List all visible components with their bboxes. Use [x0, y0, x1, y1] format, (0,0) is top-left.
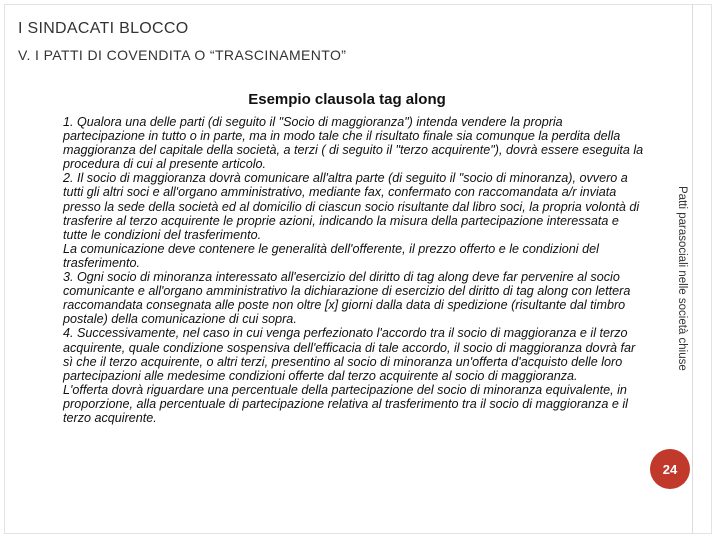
clause-text: [63, 115, 645, 425]
paragraph-4: 3. Ogni socio di minoranza interessato all'esercizio del diritto di tag along deve far pervenire al socio comunicante e all'organo amministrativo la dichiarazione di esercizio del diritto di tag along con lettera raccomandata consegnata alle poste non oltre [x] giorni dalla data di spedizione (risultante dal timbro postale) della comunicazione di cui sopra.: [63, 270, 631, 327]
slide-title: I SINDACATI BLOCCO: [18, 20, 189, 37]
paragraph-2: 2. Il socio di maggioranza dovrà comunicare all'altra parte (di seguito il "socio di minoranza), ovvero a tutti gli altri soci e all'organo amministrativo, mediante fax, confermato con raccomandata a/r inviata presso la sede della società ed al domicilio di ciascun socio risultante dal libro soci, la propria volontà di trasferire al terzo acquirente le proprie azioni, indicando la misura della partecipazione interessata e tutte le condizioni del trasferimento.: [63, 171, 640, 242]
page-number-badge: 24: [650, 449, 690, 489]
right-border-line: [692, 4, 693, 534]
side-label: Patti parasociali nelle società chiuse: [676, 186, 688, 371]
section-heading: Esempio clausola tag along: [248, 91, 446, 108]
slide-subtitle: V. I PATTI DI COVENDITA O “TRASCINAMENTO”: [18, 47, 347, 63]
paragraph-5: 4. Successivamente, nel caso in cui venga perfezionato l'accordo tra il socio di maggioranza e il terzo acquirente, quale condizione sospensiva dell'efficacia di tale accordo, il socio di maggioranza dovrà far sì che il terzo acquirente, o altri terzi, presentino al socio di minoranza un'offerta d'acquisto delle loro partecipazioni alle medesime condizioni offerte dal terzo acquirente al socio di maggioranza.: [63, 326, 636, 383]
paragraph-6: L'offerta dovrà riguardare una percentuale della partecipazione del socio di minoranza equivalente, in proporzione, alla percentuale di partecipazione relativa al trasferimento tra il socio di maggioranza e il terzo acquirente.: [63, 382, 628, 425]
paragraph-3: La comunicazione deve contenere le generalità dell'offerente, il prezzo offerto e le condizioni del trasferimento.: [63, 241, 599, 270]
paragraph-1: 1. Qualora una delle parti (di seguito il "Socio di maggioranza") intenda vendere la propria partecipazione in tutto o in parte, ma in modo tale che il risultato finale sia comunque la perdita della maggioranza del capitale della società, a terzi ( di seguito il "terzo acquirente"), dovrà essere eseguita la procedura di cui al presente articolo.: [63, 115, 644, 172]
